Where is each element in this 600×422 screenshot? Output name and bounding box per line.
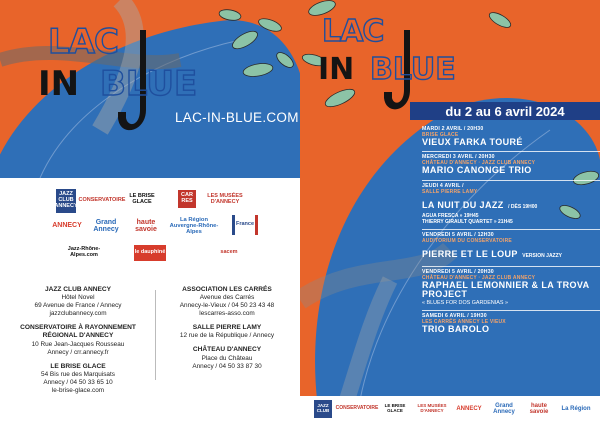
event-date: SAMEDI 6 AVRIL / 19H30 [422,312,487,319]
partner-logos [0,185,300,280]
event-divider [422,151,600,152]
jazz-club-logo: JAZZ CLUB ANNECY [56,189,76,213]
contact-line: Annecy / 04 50 33 65 10 [43,378,113,386]
right-panel [300,0,600,422]
contact-link[interactable]: le-brise-glace.com [51,386,105,394]
contact-line: Annecy / crr.annecy.fr [47,348,109,356]
jazz-rhone-alpes-logo: Jazz-Rhône-Alpes.com [67,246,101,258]
event-venue: BRISE GLACE [422,132,459,138]
event-venue: CHÂTEAU D'ANNECY · JAZZ CLUB ANNECY [422,160,536,167]
event-item [422,266,600,306]
event-venue: SALLE PIERRE LAMY [422,188,478,195]
event-item [422,180,600,225]
conservatoire-logo: CONSERVATOIRE [78,197,126,204]
contact-line: 12 rue de la République / Annecy [179,332,275,340]
jazz-club-logo: JAZZ CLUB [314,400,332,418]
event-sub: THIERRY GIRAULT QUARTET » 21H45 [422,218,513,225]
contact-line: Place du Château [201,354,253,362]
event-date: JEUDI 4 AVRIL / [422,182,464,189]
region-logo: La Région Auvergne-Rhône-Alpes [169,216,219,236]
logo-lac-text: LAC [48,22,118,62]
event-sub: « BLUES FOR DOS GARDENIAS » [422,299,508,306]
program-list [422,126,600,338]
event-item [422,126,600,147]
event-venue: CHÂTEAU D'ANNECY · JAZZ CLUB ANNECY [422,274,536,281]
event-venue: AUDITORIUM DU CONSERVATOIRE [422,237,512,244]
event-divider [422,229,600,230]
contacts-section [0,282,300,422]
event-artist: PIERRE ET LE LOUP [422,248,518,259]
contacts-column-left [8,286,148,395]
event-date: MARDI 2 AVRIL / 20H30 [422,126,484,132]
left-artwork [0,0,300,178]
contacts-column-right [162,286,292,371]
event-divider [422,180,600,181]
haute-savoie-logo: haute savoie [135,218,157,233]
carres-logo: CAR RES [178,190,196,208]
contact-title: JAZZ CLUB ANNECY [44,286,112,293]
event-item [422,151,600,175]
grand-annecy-logo: Grand Annecy [93,218,119,233]
contact-title: CONSERVATOIRE À RAYONNEMENT RÉGIONAL D'ANNECY [20,324,136,340]
contact-line: 10 Rue Jean-Jacques Rousseau [31,340,125,348]
contact-line: 69 Avenue de France / Annecy [34,302,122,310]
conservatoire-logo: CONSERVATOIRE [335,405,379,412]
event-date: VENDREDI 5 AVRIL / 20H30 [422,268,494,275]
bottom-partner-logos [300,396,600,422]
event-sub: AGUA FRESCA » 19H45 [422,212,479,219]
event-time: / DÈS 19H00 [508,203,538,210]
region-logo: La Région [561,405,591,412]
annecy-logo: ANNECY [456,405,482,412]
contact-title: LE BRISE GLACE [50,362,106,370]
event-item [422,229,600,262]
event-venue: LES CARRÉS ANNECY LE VIEUX [422,318,506,325]
logo-in-text: IN [318,52,355,87]
event-date: MERCREDI 3 AVRIL / 20H30 [422,154,495,161]
logo-blue-text: BLUE [370,52,456,87]
brise-glace-logo: LE BRISE GLACE [384,403,406,413]
event-artist: RAPHAEL LEMONNIER & LA TROVA PROJECT [422,279,590,300]
event-artist: LA NUIT DU JAZZ [422,199,504,210]
event-suffix: VERSION JAZZY [522,252,562,259]
event-artist: VIEUX FARKA TOURÉ [422,137,523,147]
musees-logo: LES MUSÉES D'ANNECY [417,403,447,413]
contact-link[interactable]: jazzclubannecy.com [49,310,107,318]
festival-dates: du 2 au 6 avril 2024 [410,102,600,120]
event-date: VENDREDI 5 AVRIL / 12H30 [422,231,494,238]
dauphine-logo: le dauphiné [134,245,166,261]
website-url[interactable]: LAC-IN-BLUE.COM [175,110,299,125]
event-artist: TRIO BAROLO [422,323,490,334]
grand-annecy-logo: Grand Annecy [493,402,515,415]
event-divider [422,310,600,311]
contact-line: 54 Bis rue des Marquisats [41,370,115,378]
contact-title: SALLE PIERRE LAMY [192,324,262,332]
event-item [422,310,600,334]
logo-lac-text: LAC [322,14,384,49]
contact-line: Avenue des Carrés [199,294,255,302]
france-logo: France [232,215,258,235]
sacem-logo: sacem [220,249,238,256]
annecy-logo: ANNECY [52,222,82,230]
contact-line: Annecy / 04 50 33 87 30 [192,362,262,370]
column-divider [155,290,156,380]
musees-logo: LES MUSÉES D'ANNECY [207,193,243,205]
event-divider [422,266,600,267]
logo-in-text: IN [38,64,80,104]
contact-title: ASSOCIATION LES CARRÉS [182,286,272,293]
contact-title: CHÂTEAU D'ANNECY [192,346,262,354]
haute-savoie-logo: haute savoie [529,402,549,415]
contact-link[interactable]: lescarres-asso.com [199,310,255,318]
contact-line: Annecy-le-Vieux / 04 50 23 43 48 [179,302,275,310]
brise-glace-logo: LE BRISE GLACE [129,193,155,205]
logo-blue-text: BLUE [100,64,198,104]
contact-line: Hôtel Novel [61,294,95,302]
event-artist: MARIO CANONGE TRIO [422,165,532,176]
